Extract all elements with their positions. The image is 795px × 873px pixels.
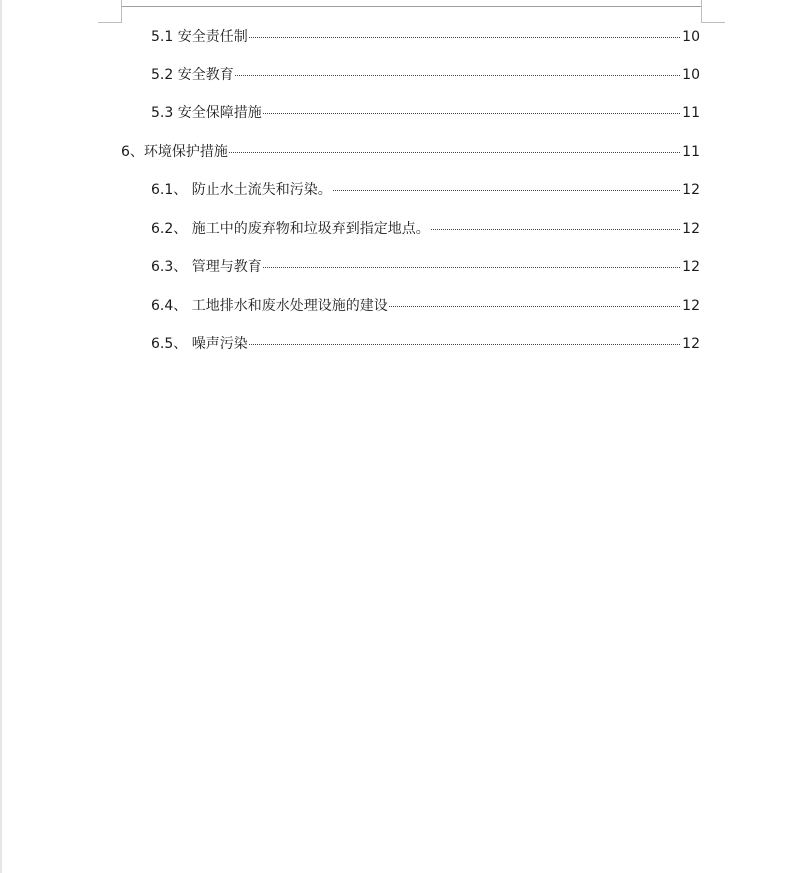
- toc-entry-title: 6.1、 防止水土流失和污染。: [151, 182, 332, 198]
- crop-mark-top-left-vertical: [121, 0, 122, 23]
- toc-entry-title: 5.1 安全责任制: [151, 29, 248, 45]
- toc-entry[interactable]: [151, 181, 700, 199]
- toc-entry-title: 6.3、 管理与教育: [151, 259, 262, 275]
- dot-leader: [229, 152, 680, 153]
- dot-leader: [263, 267, 680, 268]
- toc-entry-title: 6.2、 施工中的废弃物和垃圾弃到指定地点。: [151, 221, 430, 237]
- toc-entry-title: 5.3 安全保障措施: [151, 105, 262, 121]
- toc-entry-page: 12: [682, 221, 700, 237]
- dot-leader: [389, 306, 680, 307]
- dot-leader: [263, 113, 680, 114]
- toc-entry-page: 10: [682, 29, 700, 45]
- toc-entry[interactable]: [151, 297, 700, 315]
- toc-entry-page: 12: [682, 182, 700, 198]
- dot-leader: [249, 344, 680, 345]
- toc-entry-title: 5.2 安全教育: [151, 67, 234, 83]
- toc-entry[interactable]: [151, 66, 700, 84]
- toc-entry[interactable]: [151, 335, 700, 353]
- dot-leader: [431, 229, 680, 230]
- toc-entry-page: 11: [682, 144, 700, 160]
- dot-leader: [249, 37, 680, 38]
- dot-leader: [333, 190, 680, 191]
- crop-mark-top-right-vertical: [701, 0, 702, 23]
- toc-entry-page: 10: [682, 67, 700, 83]
- toc-entry-page: 12: [682, 336, 700, 352]
- toc-entry[interactable]: [151, 258, 700, 276]
- toc-entry[interactable]: [121, 143, 700, 161]
- toc-entry[interactable]: [151, 104, 700, 122]
- crop-mark-top-left-horizontal: [98, 22, 121, 23]
- toc-entry-title: 6.5、 噪声污染: [151, 336, 248, 352]
- toc-entry[interactable]: [151, 220, 700, 238]
- crop-mark-top-right-horizontal: [702, 22, 725, 23]
- toc-entry[interactable]: [151, 28, 700, 46]
- toc-entry-page: 12: [682, 298, 700, 314]
- toc-entry-title: 6.4、 工地排水和废水处理设施的建设: [151, 298, 388, 314]
- toc-entry-page: 11: [682, 105, 700, 121]
- toc-entry-page: 12: [682, 259, 700, 275]
- dot-leader: [235, 75, 680, 76]
- page-top-border: [121, 6, 702, 7]
- window-edge: [0, 0, 2, 873]
- toc-entry-title: 6、环境保护措施: [121, 144, 228, 160]
